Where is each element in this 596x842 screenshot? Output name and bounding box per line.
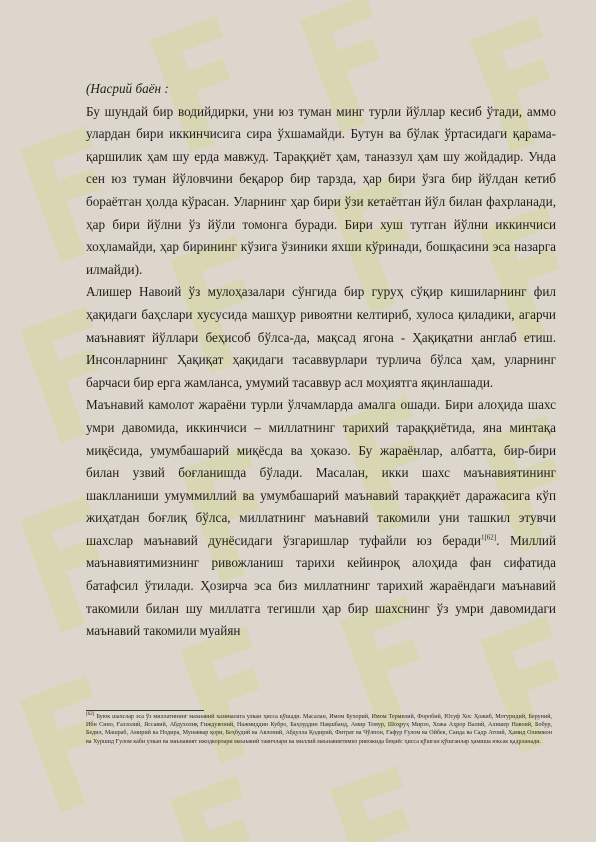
footnote: [86, 713, 552, 746]
paragraph-3-text-end: . Миллий маънавиятимизнинг ривожланиш тарихи кейинроқ алоҳида фан сифатида батафсил ўтилади. Ҳозирча эса биз миллатнинг тарихий жараёндаги маънавий такомили билан шу миллатга тегишли ҳар бир шахснинг ўз умри давомидаги маънавий такомили муайян: [86, 532, 556, 639]
paragraph-2: Алишер Навоий ўз мулоҳазалари сўнгида бир гуруҳ сўқир кишиларнинг фил ҳақидаги баҳслари хусусида машҳур ривоятни келтириб, хулоса қиладики, агарчи маънавият йўллари беҳисоб бўлса-да, мақсад ягона - Ҳақиқатни англаб етиш. Инсонларнинг Ҳақиқат ҳақидаги тасаввурлари турлича бўлса ҳам, уларнинг барчаси бир ерга жамланса, умумий тасаввур асл моҳиятга яқинлашади.: [86, 284, 556, 390]
footnote-number: [62]: [86, 711, 95, 717]
footnote-reference[interactable]: 1[62]: [480, 533, 497, 542]
document-body: [86, 78, 556, 643]
footnote-divider: [86, 710, 204, 711]
paragraph-3-text-start: Маънавий камолот жараёни турли ўлчамларда амалга ошади. Бири алоҳида шахс умри давомида, иккинчиси – миллатнинг тарихий тараққиётида, яна минтақа миқёсида, умумбашарий миқёсда ва ҳоказо. Бу жараёнлар, албатта, бир-бири билан узвий боғланишда бўлади. Масалан, икки шахс маънавиятининг шаклланиши умуммиллий ва умумбашарий маънавий тараққиёт даражасига кўп жиҳатдан боғлиқ бўлса, миллатнинг маънавий такомили уни ташкил этувчи шахслар маънавий дунёсидаги ўзгаришлар туфайли юз беради: [86, 397, 556, 548]
section-heading: (Насрий баён :: [86, 81, 169, 96]
paragraph-3: [86, 394, 556, 643]
footnote-text: Буюк шахслар эса ўз миллатининг маънавий хазинасига улкан ҳисса қўшади. Масалан, Имом Бухорий, Имом Термизий, Форобий, Юсуф Хос Ҳожиб, Мотуридий, Беруний, Ибн Сино, Ғаззолий, Яссавий, Абдухолиқ Ғиждувоний, Нажмиддин Кубро, Баҳоуддин Нақшбанд, Амир Темур, Шоҳруҳ Мирзо, Хожа Аҳрор Валий, Алишер Навоий, Бобур, Бедил, Машраб, Амирий ва Нодира, Мунаввар қори, Беҳбудий ва Авлоний, Абдулла Қодирий, Фитрат ва Чўлпон, Ғафур Ғулом ва Ойбек, Саида ва Садр Атоий, Ҳамид Олимжон ва Хуршид Ғулом каби улкан ва маънавият ижодкорлари маънавий таянчлари ва миллий маънавиятимиз ривожида беқиёс ҳисса қўшган қўшганлар ҳамиша юксак қадрланади.: [86, 714, 552, 745]
paragraph-1: Бу шундай бир водийдирки, уни юз туман минг турли йўллар кесиб ўтади, аммо улардан бири иккинчисига сира ўхшамайди. Бутун ва бўлак ўртасидаги қарама-қаршилик ҳам шу ерда мавжуд. Тараққиёт ҳам, таназзул ҳам шу жойдадир. Унда сен юз туман йўловчини беқарор бир тарзда, ҳар бири ўзга бир йўлдан кетиб бораётган ҳолда кўрасан. Уларнинг ҳар бири ўзи кетаётган йўл билан фахрланади, ҳар бири йўлни ўз йўли томонга буради. Бири хуш тутган йўлни иккинчиси хоҳламайди, ҳар бирининг кўзига ўзиники яхши кўринади, бошқасини эса назарга илмайди).: [86, 103, 556, 277]
